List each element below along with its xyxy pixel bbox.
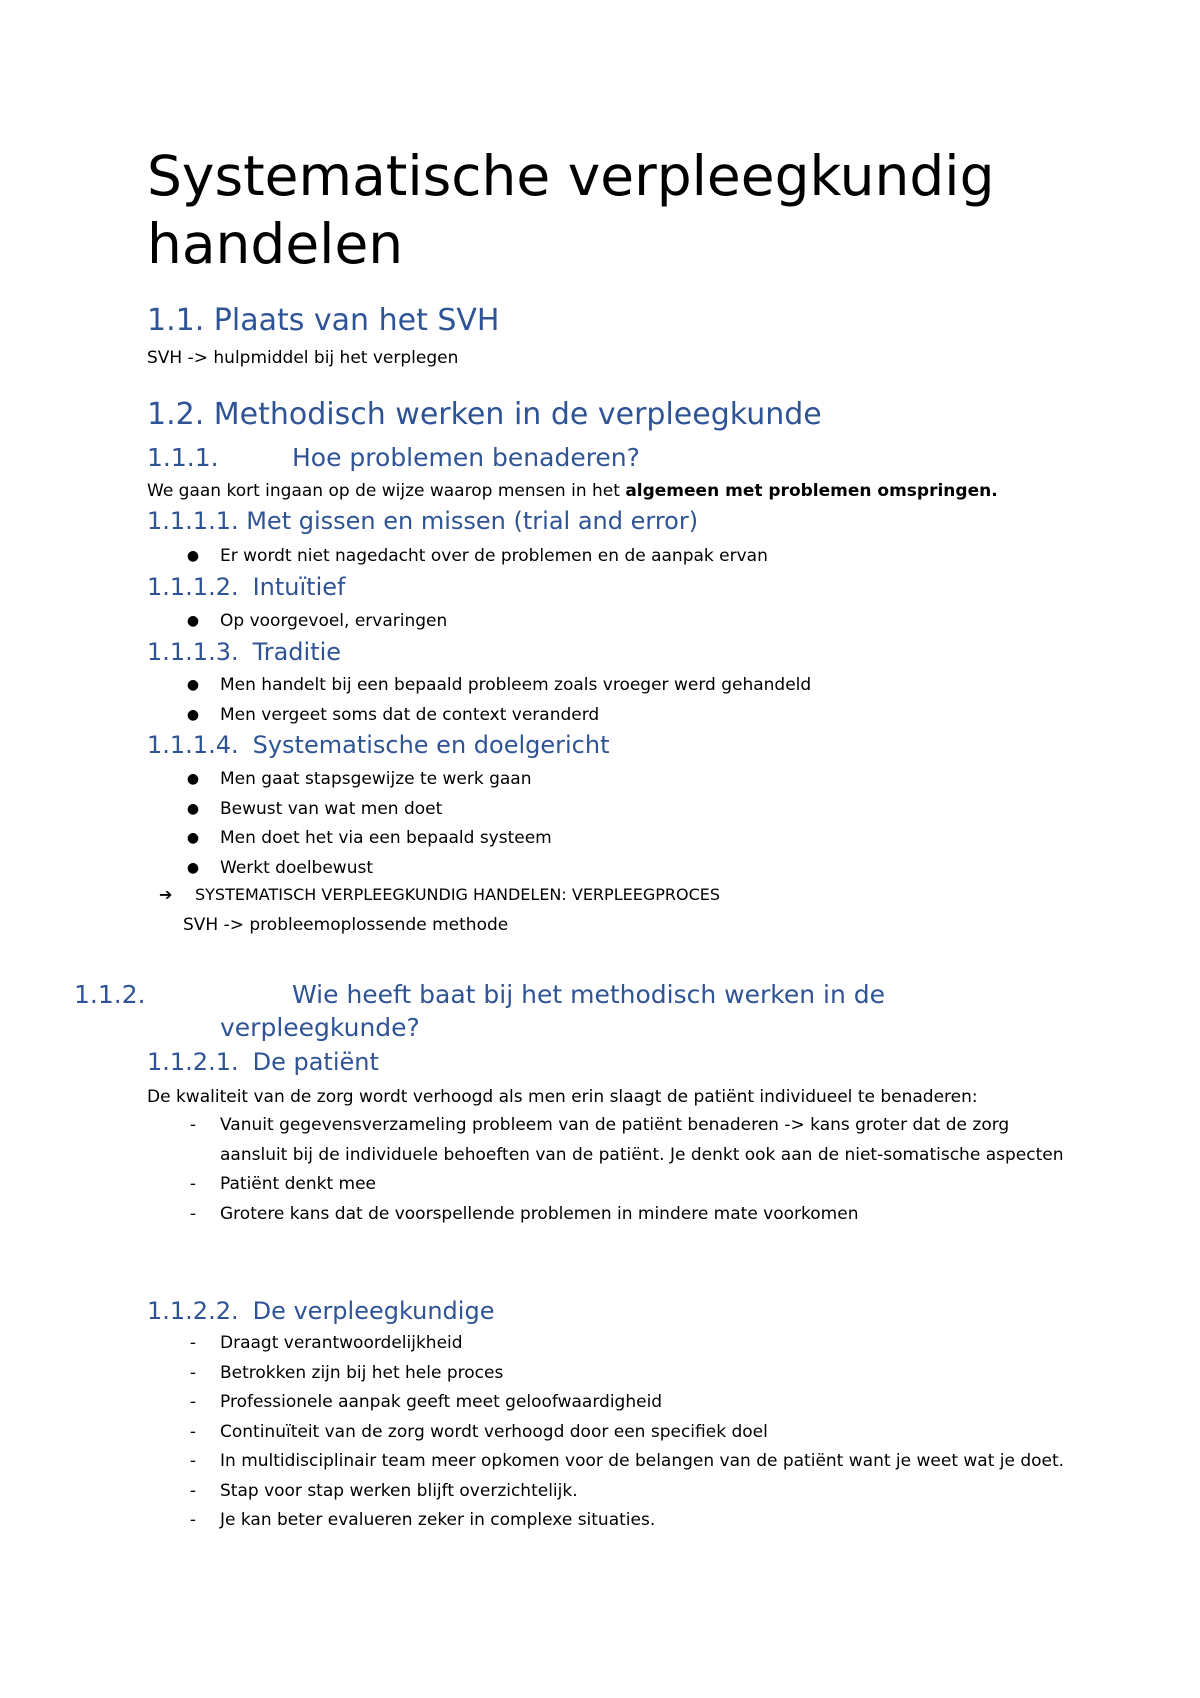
bullet-icon: ● bbox=[186, 859, 200, 876]
dash-marker: - bbox=[189, 1115, 197, 1135]
list-item: - Continuïteit van de zorg wordt verhoogd door een specifiek doel bbox=[147, 1418, 1067, 1448]
list-patient bbox=[147, 1111, 1067, 1229]
list-item: ● Er wordt niet nagedacht over de problemen en de aanpak ervan bbox=[147, 542, 1067, 572]
dash-marker: - bbox=[189, 1362, 197, 1383]
bullet-icon: ● bbox=[186, 771, 200, 787]
heading-1-1: 1.1. Plaats van het SVH bbox=[147, 303, 500, 338]
heading-1-1-1-1: 1.1.1.1. Met gissen en missen (trial and error) bbox=[147, 507, 699, 535]
heading-1-1-1-title: Hoe problemen benaderen? bbox=[292, 443, 640, 472]
list-item: ● Op voorgevoel, ervaringen bbox=[147, 607, 1067, 637]
heading-1-1-2-1: 1.1.2.1. De patiënt bbox=[147, 1048, 379, 1076]
bullet-icon: ● bbox=[186, 677, 200, 693]
dash-marker: - bbox=[189, 1451, 197, 1471]
list-traditie bbox=[147, 671, 1067, 730]
heading-1-1-1-3: 1.1.1.3. Traditie bbox=[147, 638, 342, 666]
bullet-icon: ● bbox=[186, 800, 200, 817]
list-item: - Draagt verantwoordelijkheid bbox=[147, 1329, 1067, 1359]
heading-1-1-1 bbox=[147, 441, 640, 474]
list-item: - Patiënt denkt mee bbox=[147, 1170, 1067, 1200]
heading-1-1-1-number: 1.1.1. bbox=[147, 443, 219, 472]
bullet-icon: ● bbox=[186, 830, 200, 846]
dash-marker: - bbox=[189, 1392, 197, 1412]
heading-1-1-2: 1.1.2. Wie heeft baat bij het methodisch werken in de verpleegkunde? bbox=[74, 980, 886, 1042]
paragraph-svh-hulpmiddel: SVH -> hulpmiddel bij het verplegen bbox=[147, 348, 459, 368]
intro-bold-text: algemeen met problemen omspringen. bbox=[625, 481, 998, 501]
dash-marker: - bbox=[189, 1480, 197, 1501]
list-item: ● Men handelt bij een bepaald probleem zoals vroeger werd gehandeld bbox=[147, 671, 1067, 701]
list-trial-error bbox=[147, 542, 1067, 572]
dash-marker: - bbox=[189, 1174, 197, 1194]
heading-1-1-2-2: 1.1.2.2. De verpleegkundige bbox=[147, 1297, 495, 1325]
list-item: - Stap voor stap werken blijft overzichtelijk. bbox=[147, 1477, 1067, 1507]
list-item: - Je kan beter evalueren zeker in complexe situaties. bbox=[147, 1506, 1067, 1536]
dash-marker: - bbox=[189, 1421, 197, 1442]
list-item: ● Men vergeet soms dat de context veranderd bbox=[147, 701, 1067, 731]
list-item: ● Bewust van wat men doet bbox=[147, 795, 1067, 825]
intro-plain-text: We gaan kort ingaan op de wijze waarop mensen in het bbox=[147, 481, 626, 501]
list-item: ● Werkt doelbewust bbox=[147, 854, 1067, 884]
paragraph-problemen-intro bbox=[147, 479, 998, 503]
bullet-icon: ● bbox=[186, 548, 200, 564]
heading-1-1-1-2: 1.1.1.2. Intuïtief bbox=[147, 573, 346, 601]
list-item: ● Men gaat stapsgewijze te werk gaan bbox=[147, 765, 1067, 795]
list-item: - In multidisciplinair team meer opkomen voor de belangen van de patiënt want je weet wat je doet. bbox=[147, 1447, 1067, 1477]
heading-1-2: 1.2. Methodisch werken in de verpleegkunde bbox=[147, 397, 822, 432]
heading-1-1-1-4: 1.1.1.4. Systematische en doelgericht bbox=[147, 731, 610, 759]
list-intuitief bbox=[147, 607, 1067, 637]
list-systematisch bbox=[147, 765, 1067, 883]
dash-marker: - bbox=[189, 1203, 197, 1224]
paragraph-svh-methode: SVH -> probleemoplossende methode bbox=[183, 915, 509, 935]
paragraph-patient-intro: De kwaliteit van de zorg wordt verhoogd als men erin slaagt de patiënt individueel te benaderen: bbox=[147, 1087, 978, 1107]
list-item: - Vanuit gegevensverzameling probleem van de patiënt benaderen -> kans groter dat de zorg aansluit bij de individuele behoeften van de patiënt. Je denkt ook aan de niet-somatische aspecten bbox=[147, 1111, 1067, 1170]
bullet-icon: ● bbox=[186, 706, 200, 723]
list-item: ● Men doet het via een bepaald systeem bbox=[147, 824, 1067, 854]
list-item: - Professionele aanpak geeft meet geloofwaardigheid bbox=[147, 1388, 1067, 1418]
arrow-conclusion: ➔ SYSTEMATISCH VERPLEEGKUNDIG HANDELEN: VERPLEEGPROCES bbox=[159, 883, 720, 907]
dash-marker: - bbox=[189, 1333, 197, 1353]
list-verpleegkundige bbox=[147, 1329, 1067, 1536]
bullet-icon: ● bbox=[186, 613, 200, 629]
document-title: Systematische verpleegkundig handelen bbox=[147, 144, 995, 276]
list-item: - Betrokken zijn bij het hele proces bbox=[147, 1359, 1067, 1389]
list-item: - Grotere kans dat de voorspellende problemen in mindere mate voorkomen bbox=[147, 1200, 1067, 1230]
arrow-right-icon: ➔ bbox=[159, 885, 173, 904]
dash-marker: - bbox=[189, 1510, 197, 1530]
